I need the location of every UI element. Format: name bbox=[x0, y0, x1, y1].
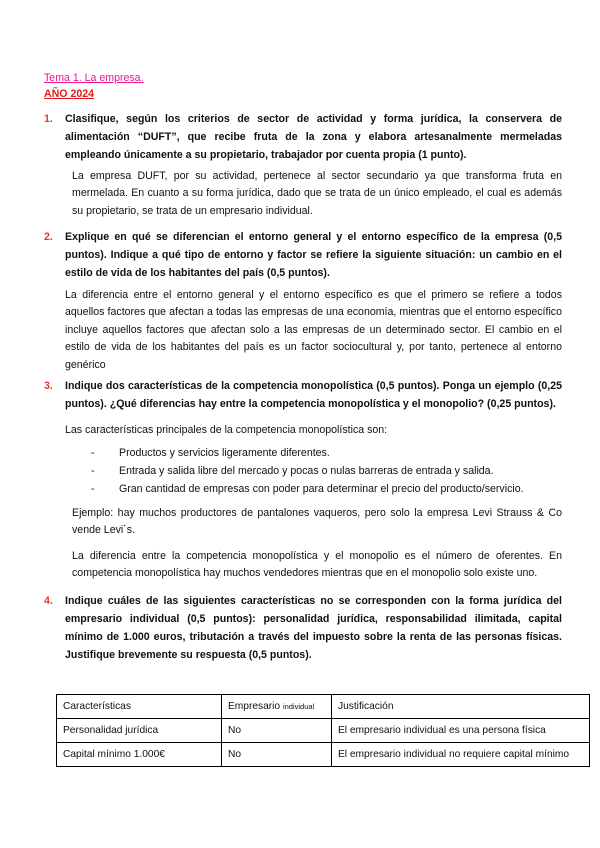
table-row bbox=[57, 719, 590, 743]
answer-text: La diferencia entre el entorno general y el entorno específico es que el primero se refiere a todos aquellos factores que afectan a todas las empresas de una economía, mientras que el entorno específico incluye aquellos factores que afectan solo a las empresas de un determinado sector. El cambio en el estilo de vida de los habitantes del país es un factor sociocultural y, por tanto, pertenece al entorno genérico bbox=[65, 289, 562, 371]
table-cell: No bbox=[222, 743, 332, 767]
topic-title: Tema 1. La empresa. bbox=[44, 72, 144, 84]
question-2 bbox=[44, 228, 562, 282]
header-cell: Justificación bbox=[332, 695, 590, 719]
answer-intro: Las características principales de la competencia monopolística son: bbox=[65, 424, 388, 436]
answer-1 bbox=[72, 168, 562, 220]
question-1 bbox=[44, 110, 562, 164]
table-cell: El empresario individual no requiere capital mínimo bbox=[332, 743, 590, 767]
answer-3 bbox=[65, 422, 562, 439]
table-row bbox=[57, 743, 590, 767]
difference-text: La diferencia entre la competencia monopolística y el monopolio es el número de oferentes. En competencia monopolística hay muchos vendedores mientras que en el monopolio solo existe uno. bbox=[72, 550, 562, 580]
header-cell: Características bbox=[57, 695, 222, 719]
table-cell: No bbox=[222, 719, 332, 743]
year-label: AÑO 2024 bbox=[44, 88, 95, 101]
question-number: 3. bbox=[44, 380, 53, 392]
answer-text: La empresa DUFT, por su actividad, pertenece al sector secundario ya que transforma fruta en mermelada. En cuanto a su forma jurídica, dado que se trata de un único empleado, el cual es además su propietario, se trata de un empresario individual. bbox=[72, 170, 562, 217]
difference-paragraph bbox=[72, 548, 562, 583]
table-cell: Capital mínimo 1.000€ bbox=[57, 743, 222, 767]
question-text: Indique cuáles de las siguientes características no se corresponden con la forma jurídica del empresario individual (0,5 puntos): personalidad jurídica, responsabilidad ilimitada, capital mínimo de 1.000 euros, tributación a través del impuesto sobre la renta de las personas físicas. Justifique brevemente su respuesta (0,5 puntos). bbox=[65, 595, 562, 661]
header-cell-small: individual bbox=[282, 701, 315, 711]
question-4 bbox=[44, 592, 562, 664]
question-number: 2. bbox=[44, 231, 53, 243]
table-header-row bbox=[57, 695, 590, 719]
table-cell: El empresario individual es una persona física bbox=[332, 719, 590, 743]
question-number: 4. bbox=[44, 595, 53, 607]
header-cell-main: Empresario bbox=[228, 700, 281, 712]
document-header bbox=[44, 70, 144, 103]
list-item: - Entrada y salida libre del mercado y pocas o nulas barreras de entrada y salida. bbox=[91, 462, 561, 480]
list-item: - Gran cantidad de empresas con poder para determinar el precio del producto/servicio. bbox=[91, 480, 561, 498]
characteristics-list bbox=[91, 444, 561, 499]
header-cell bbox=[222, 695, 332, 719]
example-paragraph bbox=[72, 505, 562, 540]
question-text: Explique en qué se diferencian el entorno general y el entorno específico de la empresa (0,5 puntos). Indique a qué tipo de entorno y factor se refiere la siguiente situación: un cambio en el estilo de vida de los habitantes del país (0,5 puntos). bbox=[65, 231, 562, 279]
answer-2 bbox=[65, 287, 562, 374]
table-cell: Personalidad jurídica bbox=[57, 719, 222, 743]
question-text: Clasifique, según los criterios de sector de actividad y forma jurídica, la conservera de alimentación “DUFT”, que recibe fruta de la zona y elabora artesanalmente mermeladas empleando únicamente a su propietario, trabajador por cuenta propia (1 punto). bbox=[65, 113, 562, 161]
example-text: Ejemplo: hay muchos productores de pantalones vaqueros, pero solo la empresa Levi Strauss & Co vende Levi´s. bbox=[72, 507, 562, 537]
characteristics-table bbox=[56, 694, 590, 767]
list-item: - Productos y servicios ligeramente diferentes. bbox=[91, 444, 561, 462]
question-text: Indique dos características de la competencia monopolística (0,5 puntos). Ponga un ejemplo (0,25 puntos). ¿Qué diferencias hay entre la competencia monopolística y el monopolio? (0,25 puntos). bbox=[65, 380, 562, 410]
question-number: 1. bbox=[44, 113, 53, 125]
question-3 bbox=[44, 377, 562, 413]
